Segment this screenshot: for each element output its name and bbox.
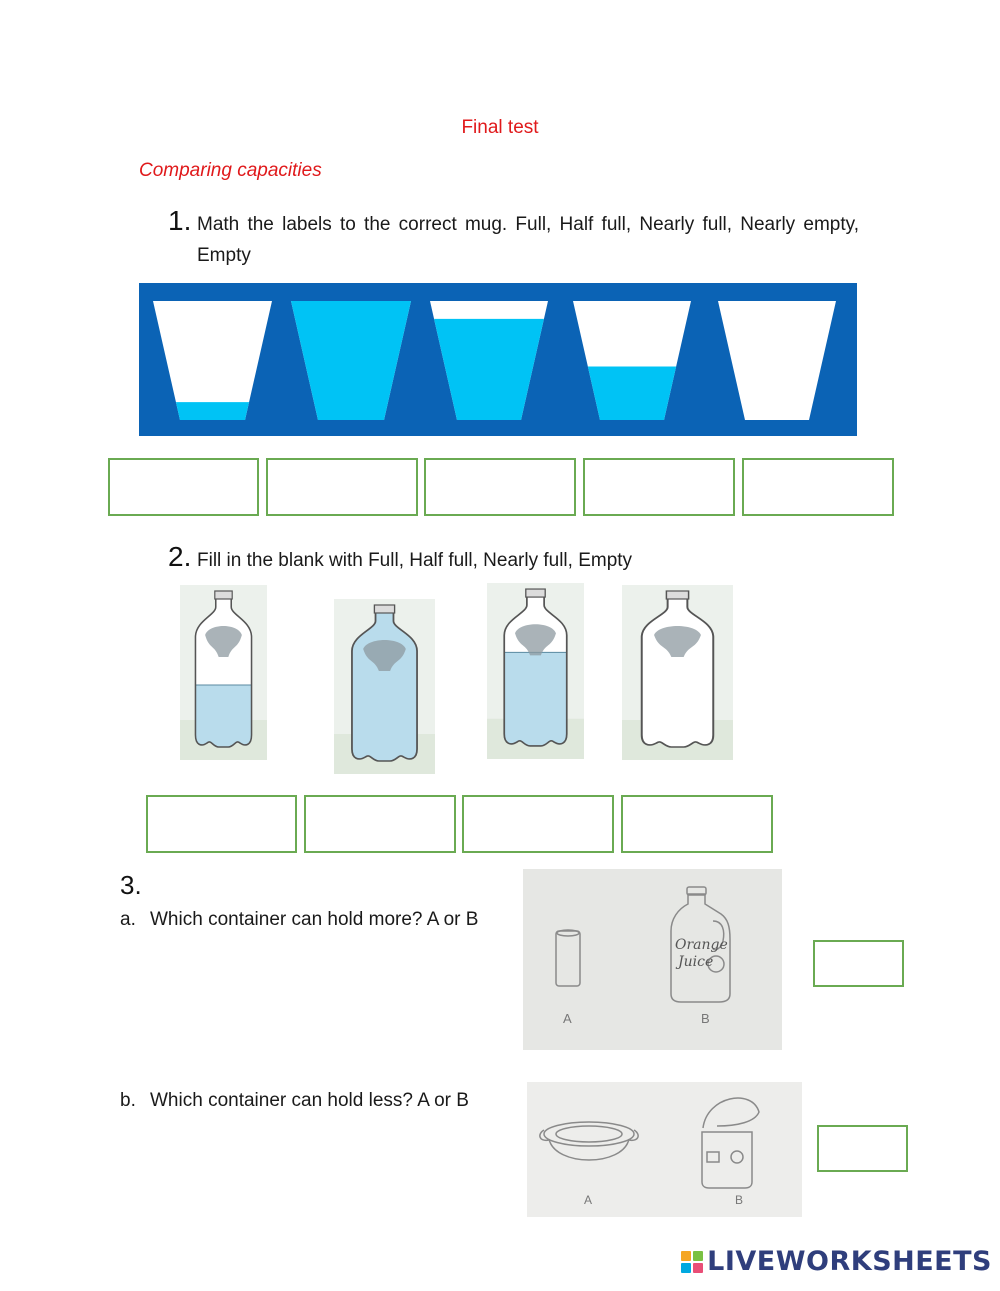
bottle-2: [334, 599, 435, 774]
question-1-number: 1.: [168, 205, 192, 236]
q1-answer-input-5[interactable]: [744, 460, 892, 514]
q2-answer-input-4[interactable]: [623, 797, 771, 851]
bowl-and-cooker-image: [527, 1082, 802, 1217]
image-label-b: B: [735, 1193, 744, 1207]
question-2-number: 2.: [168, 541, 192, 572]
logo-block: [681, 1251, 691, 1261]
question-2-text: Fill in the blank with Full, Half full, Nearly full, Empty: [197, 550, 633, 571]
mug-water-1: [176, 402, 249, 420]
q3b-answer-box[interactable]: [817, 1125, 908, 1172]
image-label-b: B: [701, 1011, 710, 1026]
logo-text: LIVEWORKSHEETS: [707, 1246, 992, 1277]
bottle-1: [180, 585, 267, 760]
liveworksheets-logo: [681, 1246, 992, 1277]
mug-water-4: [588, 366, 676, 420]
q2-answer-input-1[interactable]: [148, 797, 295, 851]
question-3a-text: Which container can hold more? A or B: [150, 909, 479, 930]
jug-label-juice: Juice: [678, 954, 714, 970]
q1-answer-box-5[interactable]: [742, 458, 894, 516]
logo-blocks-icon: [681, 1251, 703, 1273]
bottle-4: [622, 585, 733, 760]
image-label-a: A: [584, 1193, 593, 1207]
bottle-3: [487, 583, 584, 759]
question-3-number: 3.: [120, 870, 142, 900]
can-and-jug-image: [523, 869, 782, 1050]
q2-answer-box-2[interactable]: [304, 795, 456, 853]
q2-answer-input-3[interactable]: [464, 797, 612, 851]
q1-answer-box-2[interactable]: [266, 458, 418, 516]
question-3b-marker: b.: [120, 1090, 136, 1111]
logo-block: [693, 1263, 703, 1273]
mugs-image: [139, 283, 857, 436]
logo-block: [693, 1251, 703, 1261]
q1-answer-box-1[interactable]: [108, 458, 259, 516]
q3a-answer-box[interactable]: [813, 940, 904, 987]
q3a-answer-input[interactable]: [815, 942, 902, 985]
question-3b-text: Which container can hold less? A or B: [150, 1090, 469, 1111]
image-label-a: A: [563, 1011, 572, 1026]
q1-answer-input-4[interactable]: [585, 460, 733, 514]
question-1-text: Math the labels to the correct mug. Full, Half full, Nearly full, Nearly empty, Empty: [197, 214, 859, 266]
section-subtitle: Comparing capacities: [139, 160, 322, 181]
question-3a-marker: a.: [120, 909, 136, 930]
q2-answer-box-1[interactable]: [146, 795, 297, 853]
q1-answer-input-3[interactable]: [426, 460, 574, 514]
q2-answer-box-3[interactable]: [462, 795, 614, 853]
q3b-answer-input[interactable]: [819, 1127, 906, 1170]
logo-block: [681, 1263, 691, 1273]
q1-answer-input-2[interactable]: [268, 460, 416, 514]
q2-answer-input-2[interactable]: [306, 797, 454, 851]
q1-answer-input-1[interactable]: [110, 460, 257, 514]
q1-answer-box-3[interactable]: [424, 458, 576, 516]
q2-answer-box-4[interactable]: [621, 795, 773, 853]
q1-answer-box-4[interactable]: [583, 458, 735, 516]
worksheet-title: Final test: [461, 117, 539, 138]
jug-label-orange: Orange: [675, 937, 728, 953]
